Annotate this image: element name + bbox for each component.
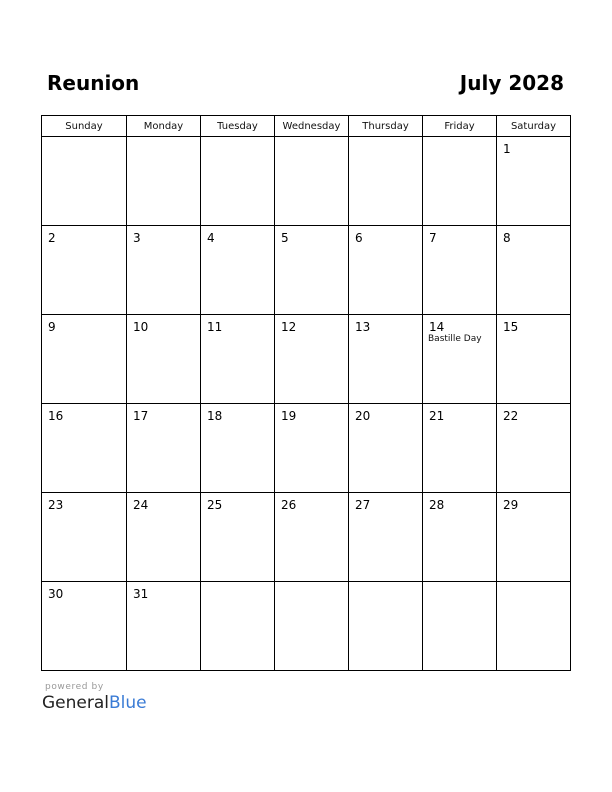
day-cell [423, 137, 497, 226]
powered-by-label: powered by [45, 682, 104, 692]
day-number: 22 [503, 409, 519, 423]
day-number: 28 [429, 498, 445, 512]
day-number: 10 [133, 320, 149, 334]
day-number: 9 [48, 320, 56, 334]
calendar-grid [41, 115, 571, 671]
day-cell [201, 493, 275, 582]
day-number: 24 [133, 498, 149, 512]
day-number [423, 137, 496, 142]
day-number [275, 137, 348, 142]
day-number [349, 582, 422, 587]
day-number [201, 582, 274, 587]
weekday-header: Sunday [42, 116, 127, 137]
day-cell [497, 582, 571, 671]
day-number [127, 137, 200, 142]
day-number: 16 [48, 409, 64, 423]
day-cell [349, 404, 423, 493]
day-number: 30 [48, 587, 64, 601]
day-cell [423, 315, 497, 404]
day-cell [201, 137, 275, 226]
day-number: 29 [503, 498, 519, 512]
month-year-title: July 2028 [459, 71, 564, 95]
day-cell [275, 137, 349, 226]
week-row [42, 226, 571, 315]
day-number [42, 137, 126, 142]
day-number: 3 [133, 231, 141, 245]
day-cell [349, 226, 423, 315]
day-cell [497, 226, 571, 315]
day-cell [201, 315, 275, 404]
weekday-header: Thursday [349, 116, 423, 137]
week-row [42, 582, 571, 671]
day-cell [127, 226, 201, 315]
day-cell [127, 137, 201, 226]
day-number [497, 582, 570, 587]
day-number: 31 [133, 587, 149, 601]
day-number: 18 [207, 409, 223, 423]
weekday-header: Tuesday [201, 116, 275, 137]
weekday-header: Friday [423, 116, 497, 137]
day-cell [349, 582, 423, 671]
week-row [42, 493, 571, 582]
day-number: 20 [355, 409, 371, 423]
logo-blue-text: Blue [109, 693, 147, 713]
day-cell [349, 493, 423, 582]
day-cell [349, 315, 423, 404]
day-cell [423, 493, 497, 582]
day-cell [423, 226, 497, 315]
day-number [201, 137, 274, 142]
day-number: 11 [207, 320, 223, 334]
day-cell [497, 493, 571, 582]
weekday-header: Wednesday [275, 116, 349, 137]
region-title: Reunion [47, 71, 140, 95]
day-cell [497, 137, 571, 226]
day-number [275, 582, 348, 587]
day-number: 12 [281, 320, 297, 334]
day-number [349, 137, 422, 142]
day-cell [423, 404, 497, 493]
day-cell [42, 315, 127, 404]
week-row [42, 404, 571, 493]
weekday-header: Saturday [497, 116, 571, 137]
day-cell [275, 493, 349, 582]
day-number: 15 [503, 320, 519, 334]
day-number: 14 [429, 320, 445, 334]
day-number: 4 [207, 231, 215, 245]
day-number [423, 582, 496, 587]
day-cell [275, 404, 349, 493]
week-row [42, 137, 571, 226]
day-number: 8 [503, 231, 511, 245]
day-cell [201, 404, 275, 493]
day-cell [42, 404, 127, 493]
week-row [42, 315, 571, 404]
day-cell [275, 226, 349, 315]
day-cell [349, 137, 423, 226]
day-number: 5 [281, 231, 289, 245]
day-cell [423, 582, 497, 671]
day-number: 2 [48, 231, 56, 245]
day-cell [275, 315, 349, 404]
day-cell [201, 226, 275, 315]
day-cell [201, 582, 275, 671]
day-number: 13 [355, 320, 371, 334]
generalblue-logo[interactable] [42, 693, 147, 713]
day-number: 19 [281, 409, 297, 423]
day-number: 26 [281, 498, 297, 512]
weekday-header-row [42, 116, 571, 137]
day-cell [42, 137, 127, 226]
day-cell [127, 315, 201, 404]
day-number: 23 [48, 498, 64, 512]
holiday-label: Bastille Day [428, 334, 482, 344]
day-number: 25 [207, 498, 223, 512]
logo-general-text: General [42, 693, 109, 713]
day-cell [42, 582, 127, 671]
day-cell [127, 493, 201, 582]
day-cell [497, 404, 571, 493]
day-number: 27 [355, 498, 371, 512]
day-number: 1 [503, 142, 511, 156]
day-cell [127, 582, 201, 671]
day-number: 17 [133, 409, 149, 423]
day-cell [275, 582, 349, 671]
weekday-header: Monday [127, 116, 201, 137]
day-number: 21 [429, 409, 445, 423]
day-number: 7 [429, 231, 437, 245]
day-number: 6 [355, 231, 363, 245]
day-cell [497, 315, 571, 404]
day-cell [42, 226, 127, 315]
day-cell [42, 493, 127, 582]
day-cell [127, 404, 201, 493]
